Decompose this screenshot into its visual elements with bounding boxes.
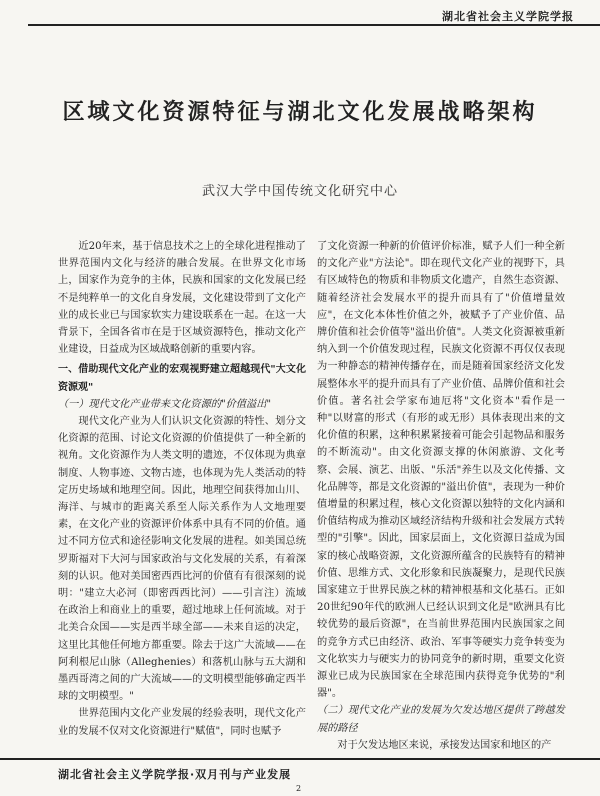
- paragraph: 现代文化产业为人们认识文化资源的特性、划分文化资源的范围、讨论文化资源的价值提供了一种全新的视角。文化资源作为人类文明的遗迹，不仅体现为典章制度、人物事迹、文物古迹，也体现为先人类活动的特定历史场域和地理空间。因此，地理空间获得加山川、海洋、与城市的距离关系至人际关系作为人文地理要素，在文化产业的资源评价体系中具有不同的价值。通过不同方位式和途径影响文化发展的进程。如美国总统罗斯福对下大河与国家政治与文化发展的关系，有着深刻的认识。他对美国密西西比河的价值有有很深刻的说明："建立大必河（即密西西比河）——引言注）流域在政治上和商业上的重要，超过地球上任何流域。对于北美合众国——实是西半球全部——未来自运的决定，这里比其他任何地方都重要。除去于这广大流域——在阿利根尼山脉（Alleghenies）和落机山脉与五大湖和墨西哥湾之间的广大流域——的文明模型能够确定西半球的文明模型。": [58, 416, 306, 703]
- footer-rule: [0, 758, 600, 760]
- header-rule: [28, 24, 600, 26]
- paragraph: 世界范围内文化产业发展的经验表明，现代文化产业的发展不仅对文化资源进行"赋值"，同时也赋予: [58, 708, 306, 737]
- journal-name: 湖北省社会主义学院学报: [442, 10, 574, 23]
- paragraph: 近20年来，基于信息技术之上的全球化进程推动了世界范围内文化与经济的融合发展。在世界文化市场上，国家作为竞争的主体，民族和国家的文化发展已经不是纯粹单一的文化自身发展，文化建设带到了文化产业的成长业已与国家软实力建设联系在一起。在这一大背景下，全国各省市在是于区域资源特色，推动文化产业建设，日益成为区域战略创新的重要内容。: [58, 241, 306, 356]
- subsection-heading: （二）现代文化产业的发展为欠发达地区提供了跨越发展的路径: [317, 705, 565, 734]
- article-author: 武汉大学中国传统文化研究中心: [201, 184, 398, 199]
- footer-journal-name: 湖北省社会主义学院学报·双月刊与产业发展: [58, 768, 292, 781]
- paragraph: 了文化资源一种新的价值评价标准，赋予人们一种全新的文化产业"方法论"。即在现代文化产业的视野下，具有区域特色的物质和非物质文化遗产，自然生态资源、随着经济社会发展水平的提升而具有了"价值增量效应"，在文化本体性价值之外，被赋予了产业价值、品牌价值和社会价值等"溢出价值"。人类文化资源被重新纳入到一个价值发现过程，民族文化资源不再仅仅表现为一种静态的精神传播存在，而是随着国家经济文化发展整体水平的提升而具有了产业价值、品牌价值和社会价值。著名社会学家布迪厄将"文化资本"看作是一种"以财富的形式（有形的或无形）具体表现出来的文化价值的积累，这种积累紧接着可能会引起物品和服务的不断流动"。由文化资源支撑的休闲旅游、文化考察、会展、演艺、出版、"乐活"养生以及文化传播、文化品牌等，都是文化资源的"溢出价值"，表现为一种价值增量的积累过程，核心文化资源以独特的文化内涵和价值结构成为推动区域经济结构升级和社会发展方式转型的"引擎"。因此，国家层面上，文化资源日益成为国家的核心战略资源，文化资源所蕴含的民族特有的精神价值、思维方式、文化形象和民族凝聚力，是现代民族国家建立于世界民族之林的精神根基和文化基石。正如20世纪90年代的欧洲人已经认识到文化是"欧洲具有比较优势的最后资源"，在当前世界范围内民族国家之间的竞争方式已由经济、政治、军事等硬实力竞争转变为文化软实力与硬实力的协同竞争的新时期，重要文化资源业已成为民族国家在全球范围内获得竞争优势的"利器"。: [317, 241, 565, 700]
- section-heading: 一、借助现代文化产业的宏观视野建立超越现代"大文化资源观": [58, 364, 306, 393]
- article-title: 区域文化资源特征与湖北文化发展战略架构: [62, 100, 538, 125]
- subsection-heading: （一）现代文化产业带来文化资源的"价值溢出": [58, 398, 272, 410]
- page-number: 2: [296, 784, 302, 793]
- paragraph: 对于欠发达地区来说，承接发达国家和地区的产: [337, 739, 552, 751]
- left-column: [58, 238, 306, 740]
- running-header: [0, 0, 600, 26]
- right-column: [317, 238, 565, 754]
